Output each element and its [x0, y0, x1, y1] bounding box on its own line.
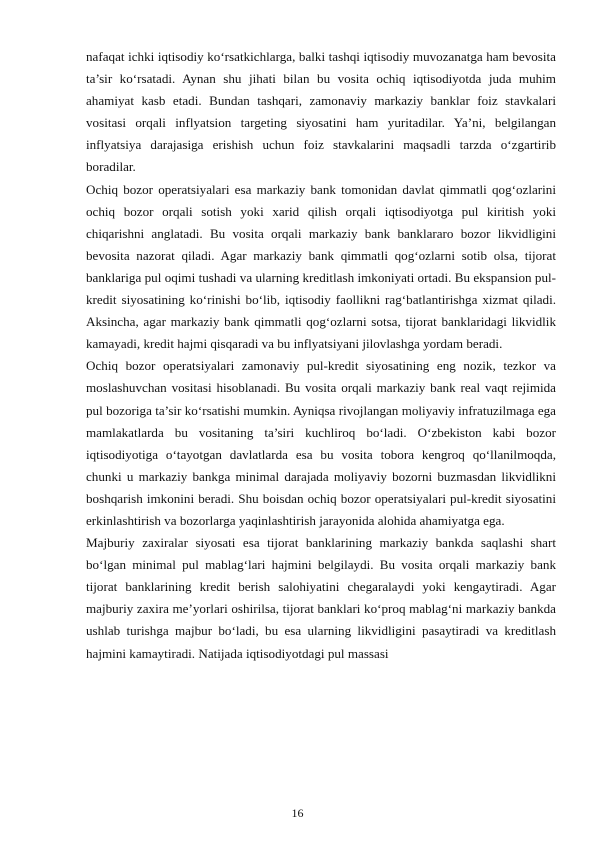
- page-body: [86, 46, 556, 665]
- paragraph-1: nafaqat ichki iqtisodiy ko‘rsatkichlarga, balki tashqi iqtisodiy muvozanatga ham bevosita ta’sir ko‘rsatadi. Aynan shu jihati bilan bu vosita ochiq iqtisodiyotda juda muhim ahamiyat kasb etadi. Bundan tashqari, zamonaviy markaziy banklar foiz stavkalari vositasi orqali inflyatsion targeting siyosatini ham yuritadilar. Ya’ni, belgilangan inflyatsiya darajasiga erishish uchun foiz stavkalarini maqsadli tarzda o‘zgartirib boradilar.: [86, 49, 556, 175]
- page-number: 16: [291, 806, 304, 820]
- paragraph-4: Majburiy zaxiralar siyosati esa tijorat banklarining markaziy bankda saqlashi shart bo‘lgan minimal pul mablag‘lari hajmini belgilaydi. Bu vosita orqali markaziy bank tijorat banklarining kredit berish salohiyatini chegaralaydi yoki kengaytiradi. Agar majburiy zaxira me’yorlari oshirilsa, tijorat banklari ko‘proq mablag‘ni markaziy bankda ushlab turishga majbur bo‘ladi, bu esa ularning likvidligini pasaytiradi va kreditlash hajmini kamaytiradi. Natijada iqtisodiyotdagi pul massasi: [86, 535, 556, 661]
- paragraph-2: Ochiq bozor operatsiyalari esa markaziy bank tomonidan davlat qimmatli qog‘ozlarini ochiq bozor orqali sotish yoki xarid qilish orqali iqtisodiyotga pul kiritish yoki chiqarishni anglatadi. Bu vosita orqali markaziy bank banklararo bozor likvidligini bevosita nazorat qiladi. Agar markaziy bank qimmatli qog‘ozlarni sotib olsa, tijorat banklariga pul oqimi tushadi va ularning kreditlash imkoniyati ortadi. Bu ekspansion pul-kredit siyosatining ko‘rinishi bo‘lib, iqtisodiy faollikni rag‘batlantirishga xizmat qiladi. Aksincha, agar markaziy bank qimmatli qog‘ozlarni sotsa, tijorat banklaridagi likvidlik kamayadi, kredit hajmi qisqaradi va bu inflyatsiyani jilovlashga yordam beradi.: [86, 181, 556, 352]
- paragraph-3: Ochiq bozor operatsiyalari zamonaviy pul-kredit siyosatining eng nozik, tezkor va moslashuvchan vositasi hisoblanadi. Bu vosita orqali markaziy bank real vaqt rejimida pul bozoriga ta’sir ko‘rsatishi mumkin. Ayniqsa rivojlangan moliyaviy infratuzilmaga ega mamlakatlarda bu vositaning ta’siri kuchliroq bo‘ladi. O‘zbekiston kabi bozor iqtisodiyotiga o‘tayotgan davlatlarda esa bu vosita tobora kengroq qo‘llanilmoqda, chunki u markaziy bankga minimal darajada moliyaviy bozorni buzmasdan likvidlikni boshqarish imkonini beradi. Shu boisdan ochiq bozor operatsiyalari pul-kredit siyosatini erkinlashtirish va bozorlarga yaqinlashtirish jarayonida alohida ahamiyatga ega.: [86, 358, 556, 528]
